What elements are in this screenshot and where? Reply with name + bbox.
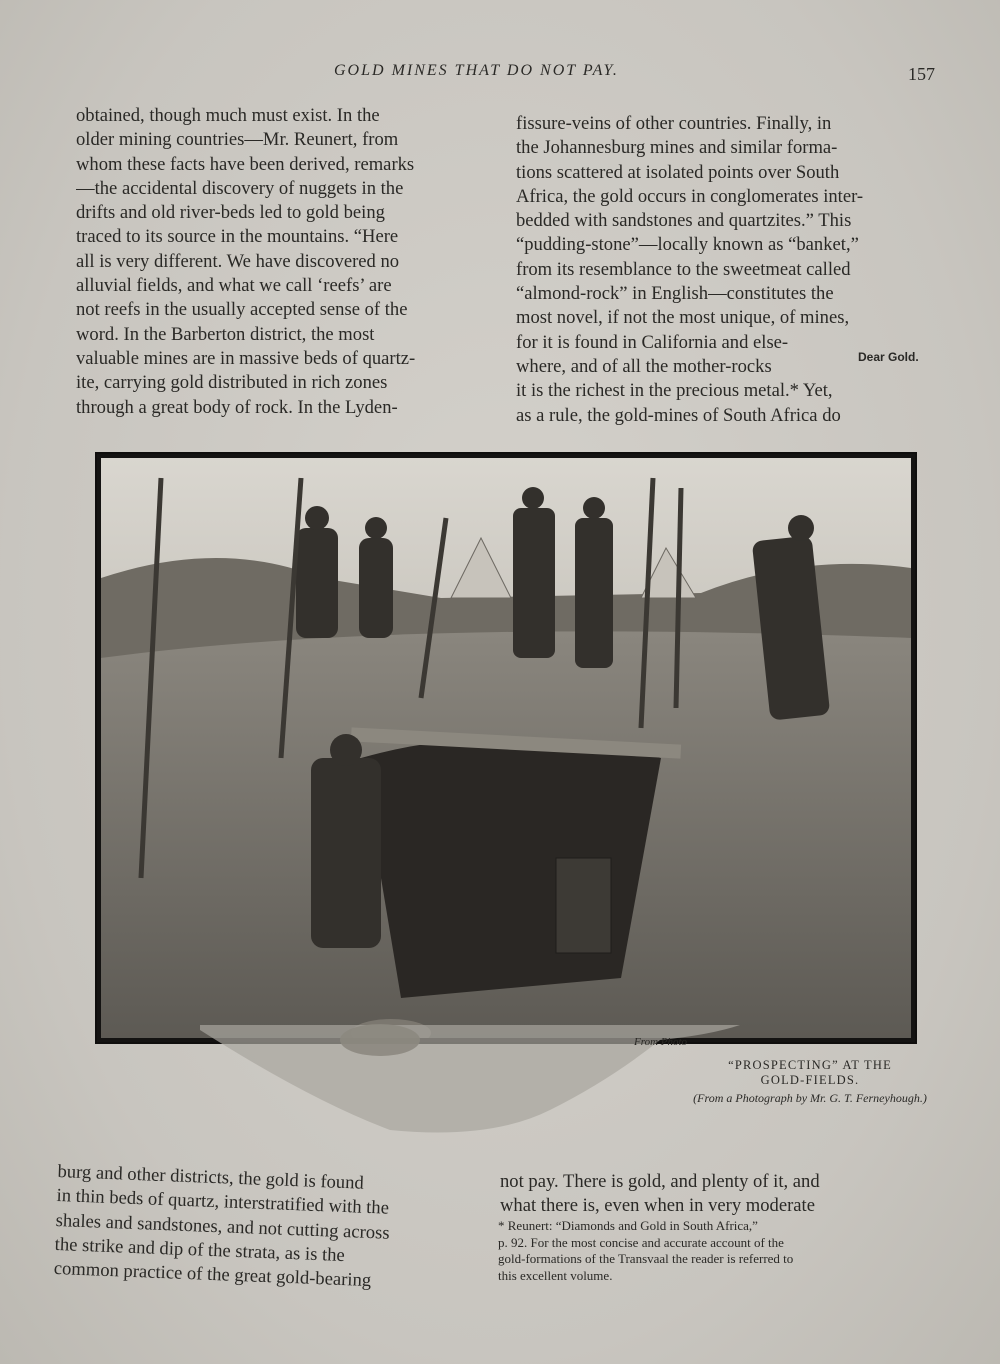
running-head — [0, 62, 1000, 86]
text-line: through a great body of rock. In the Lyden- — [76, 396, 398, 418]
text-line: traced to its source in the mountains. “Here — [76, 226, 399, 248]
text-line: drifts and old river-beds led to gold being — [76, 202, 385, 224]
marginal-note: Dear Gold. — [858, 350, 919, 364]
running-title: GOLD MINES THAT DO NOT PAY. — [334, 62, 619, 79]
footnote-line: this excellent volume. — [498, 1267, 613, 1283]
column-left-top — [76, 104, 494, 420]
text-line: obtained, though much must exist. In the — [76, 105, 380, 126]
text-line: fissure-veins of other countries. Finally, in — [516, 113, 832, 134]
text-line: from its resemblance to the sweetmeat called — [516, 258, 851, 280]
text-line: for it is found in California and else- — [516, 331, 789, 353]
engraver-mark: From Photo — [634, 1036, 688, 1048]
text-line: valuable mines are in massive beds of quartz- — [76, 347, 416, 369]
text-line: the strike and dip of the strata, as is the — [54, 1233, 346, 1266]
footnote-line: gold-formations of the Transvaal the reader is referred to — [498, 1251, 794, 1266]
text-line: as a rule, the gold-mines of South Africa do — [516, 404, 841, 426]
illustration-caption — [680, 1058, 940, 1106]
text-line: “pudding-stone”—locally known as “banket,” — [516, 234, 859, 256]
text-line: older mining countries—Mr. Reunert, from — [76, 129, 399, 151]
text-line: Africa, the gold occurs in conglomerates inter- — [516, 185, 864, 207]
column-right-top — [516, 112, 944, 428]
page-number: 157 — [908, 64, 935, 84]
text-line: what there is, even when in very moderate — [500, 1195, 815, 1217]
column-right-bottom — [500, 1170, 924, 1219]
text-line: shales and sandstones, and not cutting across — [55, 1209, 390, 1244]
text-line: it is the richest in the precious metal.* Yet, — [516, 380, 833, 402]
footnote-line: * Reunert: “Diamonds and Gold in South Africa,” — [498, 1218, 758, 1233]
text-line: ite, carrying gold distributed in rich zones — [76, 372, 388, 394]
text-line: whom these facts have been derived, remarks — [76, 153, 415, 175]
caption-title-line: “PROSPECTING” AT THE — [728, 1058, 892, 1072]
text-line: burg and other districts, the gold is found — [57, 1160, 365, 1194]
text-line: in thin beds of quartz, interstratified with the — [56, 1185, 390, 1220]
text-line: tions scattered at isolated points over South — [516, 161, 840, 183]
prospecting-photograph — [101, 458, 911, 1038]
text-line: —the accidental discovery of nuggets in the — [76, 177, 404, 199]
photograph-plate — [95, 452, 917, 1044]
text-line: alluvial fields, and what we call ‘reefs’ are — [76, 275, 392, 297]
caption-credit: (From a Photograph by Mr. G. T. Ferneyhough.) — [693, 1091, 927, 1105]
text-line: not reefs in the usually accepted sense of the — [76, 299, 408, 321]
footnote — [498, 1218, 926, 1284]
text-line: where, and of all the mother-rocks — [516, 355, 772, 377]
text-line: most novel, if not the most unique, of mines, — [516, 307, 850, 329]
text-line: word. In the Barberton district, the most — [76, 323, 375, 345]
text-line: all is very different. We have discovered no — [76, 250, 400, 272]
text-line: bedded with sandstones and quartzites.” This — [516, 210, 852, 232]
text-line: not pay. There is gold, and plenty of it, and — [500, 1171, 820, 1192]
footnote-line: p. 92. For the most concise and accurate account of the — [498, 1234, 784, 1250]
text-line: the Johannesburg mines and similar forma- — [516, 137, 838, 159]
text-line: “almond-rock” in English—constitutes the — [516, 283, 834, 305]
text-line: common practice of the great gold-bearing — [53, 1258, 372, 1292]
column-left-bottom — [53, 1160, 475, 1297]
caption-title-line: GOLD-FIELDS. — [760, 1073, 860, 1087]
